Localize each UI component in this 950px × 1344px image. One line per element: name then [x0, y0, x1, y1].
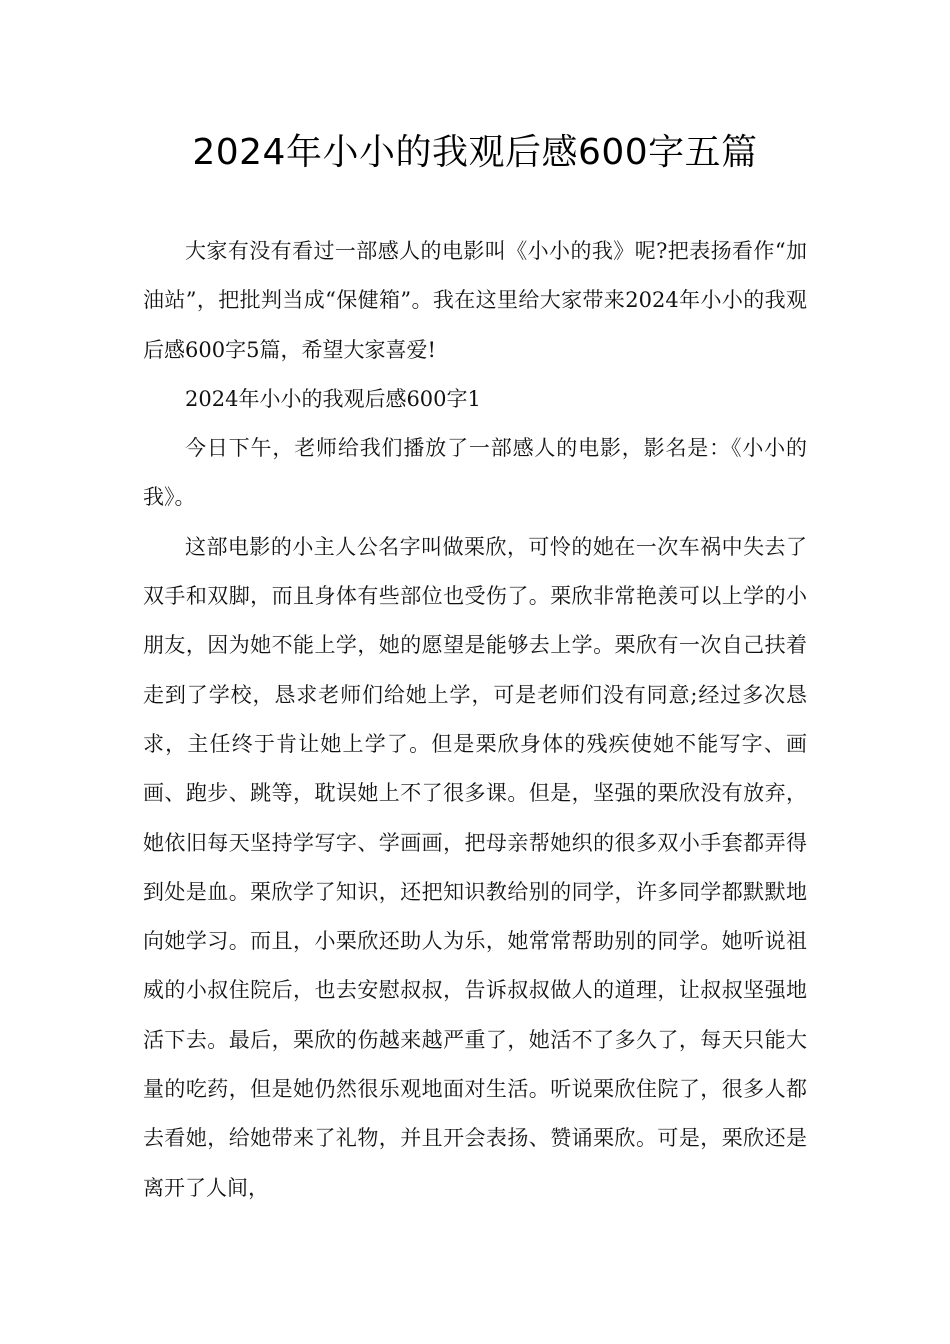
essay-heading: 2024年小小的我观后感600字1	[185, 386, 481, 411]
essay-paragraph: 这部电影的小主人公名字叫做栗欣，可怜的她在一次车祸中失去了双手和双脚，而且身体有些部位也受伤了。栗欣非常艳羡可以上学的小朋友，因为她不能上学，她的愿望是能够去上学。栗欣有一次自己扶着走到了学校，恳求老师们给她上学，可是老师们没有同意;经过多次恳求，主任终于肯让她上学了。但是栗欣身体的残疾使她不能写字、画画、跑步、跳等，耽误她上不了很多课。但是，坚强的栗欣没有放弃，她依旧每天坚持学写字、学画画，把母亲帮她织的很多双小手套都弄得到处是血。栗欣学了知识，还把知识教给别的同学，许多同学都默默地向她学习。而且，小栗欣还助人为乐，她常常帮助别的同学。她听说祖威的小叔住院后，也去安慰叔叔，告诉叔叔做人的道理，让叔叔坚强地活下去。最后，栗欣的伤越来越严重了，她活不了多久了，每天只能大量的吃药，但是她仍然很乐观地面对生活。听说栗欣住院了，很多人都去看她，给她带来了礼物，并且开会表扬、赞诵栗欣。可是，栗欣还是离开了人间，	[143, 534, 807, 1200]
document-body	[143, 227, 807, 1213]
document-title: 2024年小小的我观后感600字五篇	[192, 132, 758, 173]
essay-paragraph: 今日下午，老师给我们播放了一部感人的电影，影名是：《小小的我》。	[143, 436, 807, 510]
intro-paragraph: 大家有没有看过一部感人的电影叫《小小的我》呢?把表扬看作“加油站”，把批判当成“保健箱”。我在这里给大家带来2024年小小的我观后感600字5篇，希望大家喜爱!	[143, 239, 807, 362]
